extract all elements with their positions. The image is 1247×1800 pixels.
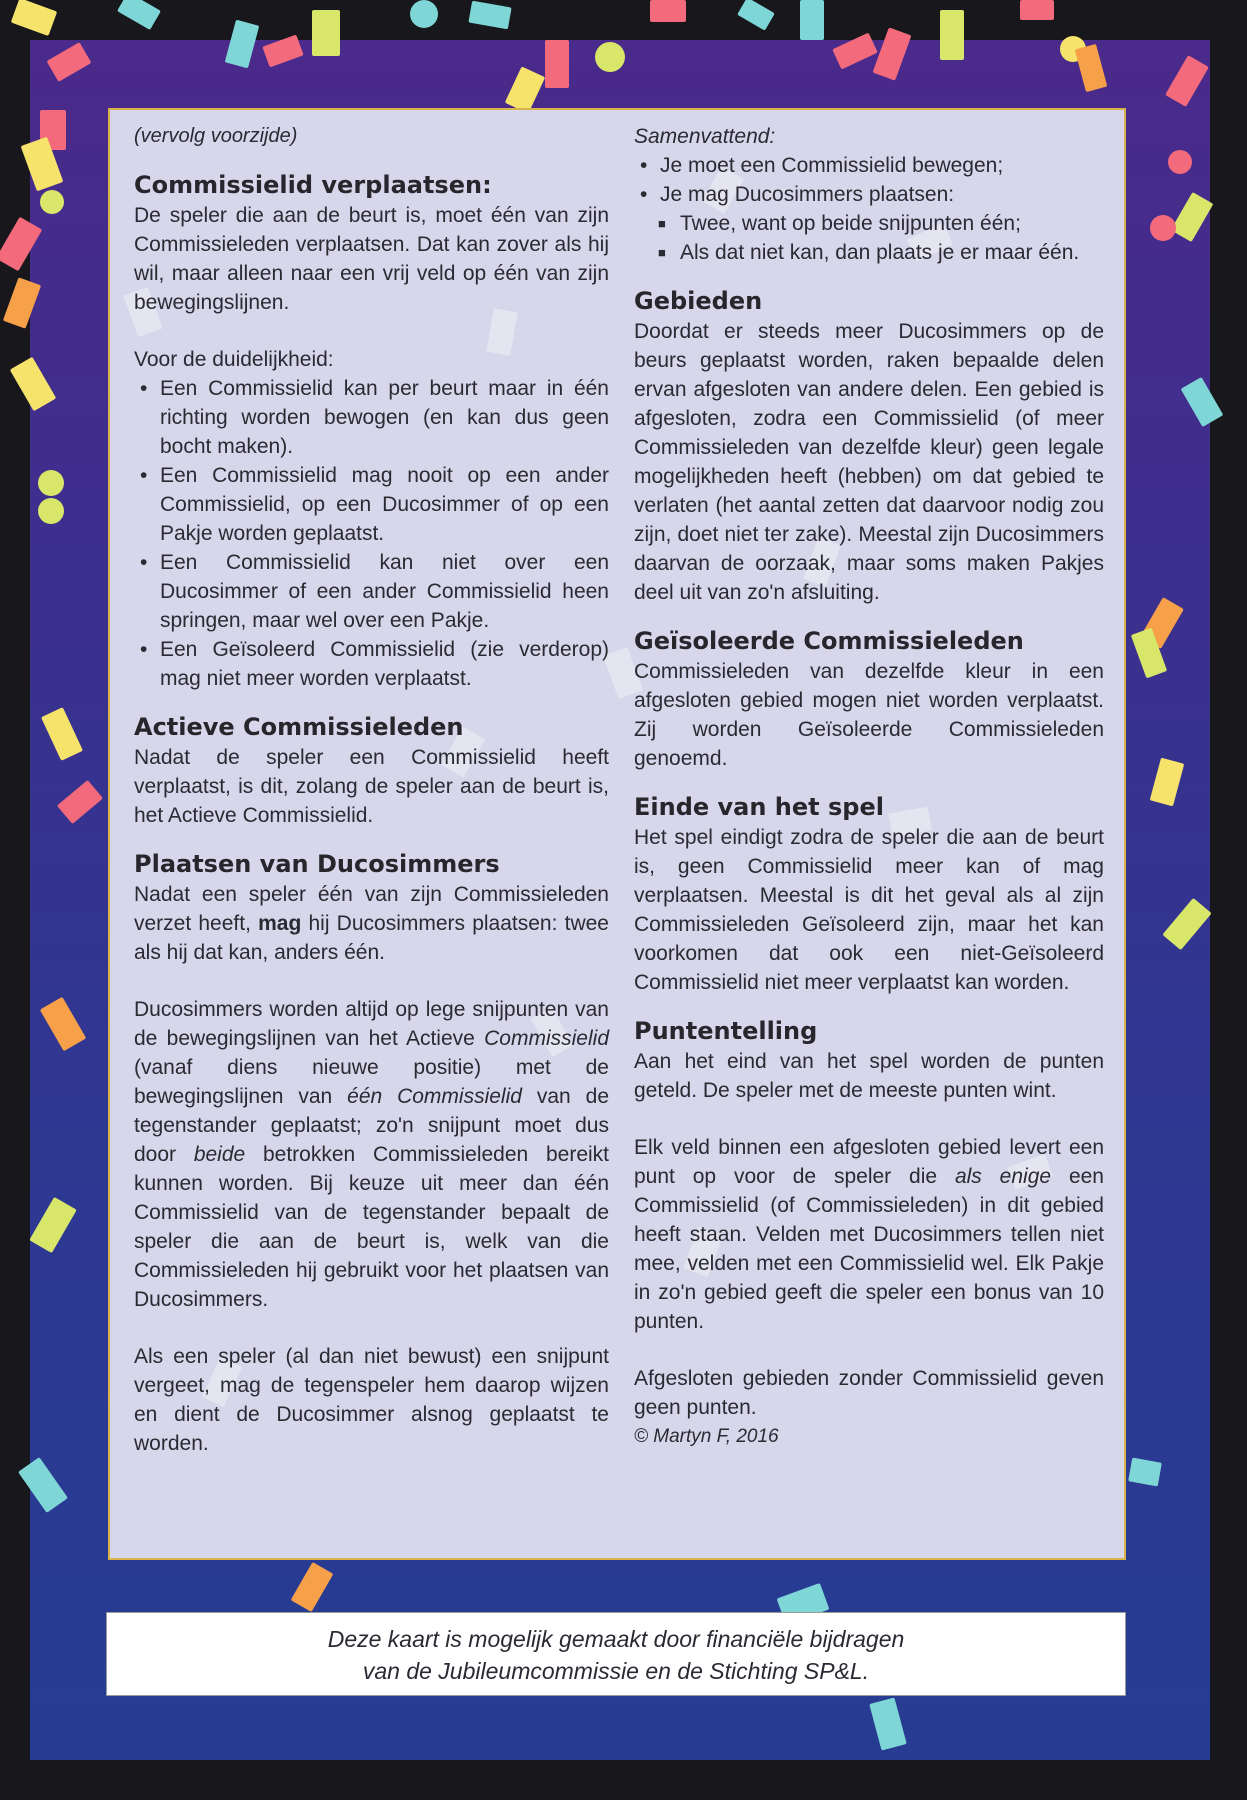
clarity-list [134, 374, 609, 693]
list-item: ■ Als dat niet kan, dan plaats je er maar één. [656, 238, 1104, 267]
plaatsen-paragraph-1: Nadat een speler één van zijn Commissieleden verzet heeft, mag hij Ducosimmers plaatsen: twee als hij dat kan, anders één. [134, 883, 609, 964]
heading-commissielid-verplaatsen: Commissielid verplaatsen: [134, 171, 492, 199]
puntentelling-paragraph-2: Elk veld binnen een afgesloten gebied levert een punt op voor de speler die als enige een Commissielid (of Commissieleden) in dit gebied heeft staan. Velden met Ducosimmers tellen niet mee, velden met een Commissielid wel. Elk Pakje in zo'n gebied geeft die speler een bonus van 10 punten. [634, 1136, 1104, 1333]
actieve-commissieleden-text: Nadat de speler een Commissielid heeft verplaatst, is dit, zolang de speler aan de beurt is, het Actieve Commissielid. [134, 746, 609, 827]
list-item: • Een Commissielid kan niet over een Ducosimmer of een ander Commissielid heen springen, maar wel over een Pakje. [134, 548, 609, 635]
plaatsen-paragraph-2: Ducosimmers worden altijd op lege snijpunten van de bewegingslijnen van het Actieve Commissielid (vanaf diens nieuwe positie) met de bewegingslijnen van één Commissielid van de tegenstander geplaatst; zo'n snijpunt moet dus door beide betrokken Commissieleden bereikt kunnen worden. Bij keuze uit meer dan één Commissielid van de tegenstander bepaalt de speler die aan de beurt is, welk van die Commissieleden hij gebruikt voor het plaatsen van Ducosimmers. [134, 998, 610, 1311]
gebieden-text: Doordat er steeds meer Ducosimmers op de beurs geplaatst worden, raken bepaalde delen ervan afgesloten van andere delen. Een gebied is afgesloten, zodra een Commissielid (of meer Commissieleden van dezelfde kleur) geen legale mogelijkheden heeft (hebben) om dat gebied te verlaten (het aantal zetten dat daarvoor nodig zou zijn, doet niet ter zake). Meestal zijn Ducosimmers daarvan de oorzaak, maar soms maken Pakjes deel uit van zo'n afsluiting. [634, 320, 1104, 604]
clarity-intro: Voor de duidelijkheid: [134, 348, 334, 371]
heading-einde-van-het-spel: Einde van het spel [634, 793, 884, 821]
list-item: ■ Twee, want op beide snijpunten één; [656, 209, 1104, 238]
heading-gebieden: Gebieden [634, 287, 763, 315]
heading-geisoleerde-commissieleden: Geïsoleerde Commissieleden [634, 627, 1024, 655]
puntentelling-paragraph-1: Aan het eind van het spel worden de punten geteld. De speler met de meeste punten wint. [634, 1050, 1104, 1102]
right-column [634, 122, 1104, 1451]
puntentelling-paragraph-3: Afgesloten gebieden zonder Commissielid geven geen punten. [634, 1367, 1104, 1419]
left-column [134, 122, 609, 1458]
summary-sublist [634, 209, 1104, 267]
summary-title: Samenvattend: [634, 125, 776, 148]
heading-plaatsen-van-ducosimmers: Plaatsen van Ducosimmers [134, 850, 500, 878]
commissielid-verplaatsen-text: De speler die aan de beurt is, moet één van zijn Commissieleden verplaatsen. Dat kan zover als hij wil, maar alleen naar een vrij veld op één van zijn bewegingslijnen. [134, 204, 609, 314]
heading-actieve-commissieleden: Actieve Commissieleden [134, 713, 464, 741]
copyright-note: © Martyn F, 2016 [634, 1426, 779, 1447]
summary-list [634, 151, 1104, 209]
list-item: • Een Commissielid kan per beurt maar in één richting worden bewogen (en kan dus geen bocht maken). [134, 374, 609, 461]
geisoleerde-text: Commissieleden van dezelfde kleur in een afgesloten gebied mogen niet worden verplaatst. Zij worden Geïsoleerde Commissieleden genoemd. [634, 660, 1104, 770]
rules-panel [108, 108, 1126, 1560]
list-item: • Een Commissielid mag nooit op een ander Commissielid, op een Ducosimmer of op een Pakje worden geplaatst. [134, 461, 609, 548]
list-item: • Een Geïsoleerd Commissielid (zie verderop) mag niet meer worden verplaatst. [134, 635, 609, 693]
heading-puntentelling: Puntentelling [634, 1017, 818, 1045]
list-item: • Je mag Ducosimmers plaatsen: [634, 180, 1104, 209]
footer-line-2: van de Jubileumcommissie en de Stichting SP&L. [362, 1658, 870, 1684]
footer-line-1: Deze kaart is mogelijk gemaakt door financiële bijdragen [327, 1626, 905, 1652]
plaatsen-paragraph-3: Als een speler (al dan niet bewust) een snijpunt vergeet, mag de tegenspeler hem daarop wijzen en dient de Ducosimmer alsnog geplaatst te worden. [134, 1345, 609, 1455]
list-item: • Je moet een Commissielid bewegen; [634, 151, 1104, 180]
sponsor-footer [106, 1612, 1126, 1696]
intro-note: (vervolg voorzijde) [134, 125, 298, 147]
einde-text: Het spel eindigt zodra de speler die aan de beurt is, geen Commissielid meer kan of mag verplaatsen. Meestal is dit het geval als al zijn Commissieleden Geïsoleerd zijn, maar het kan voorkomen dat ook een niet-Geïsoleerd Commissielid niet meer verplaatst kan worden. [634, 826, 1104, 994]
